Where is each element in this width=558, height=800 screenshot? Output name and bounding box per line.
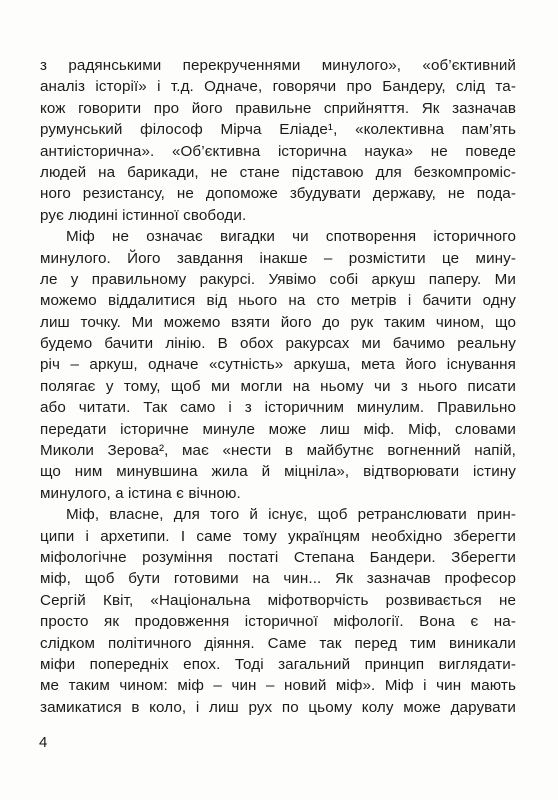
text-line: Миколи Зерова², має «нести в майбутнє вогненний напій, <box>40 442 516 460</box>
text-line: Міф не означає вигадки чи спотворення історичного <box>66 228 516 246</box>
text-line: будемо бачити лінію. В обох ракурсах ми бачимо реальну <box>40 335 516 353</box>
text-line: просто як продовження історичної міфології. Вона є на- <box>40 613 516 631</box>
text-line: що ним минувшина жила й міцніла», відтворювати істину <box>40 463 516 481</box>
text-line: Сергій Квіт, «Національна міфотворчість розвивається не <box>40 591 516 609</box>
text-line: з радянськими перекрученнями минулого», «об’єктивний <box>40 57 516 74</box>
text-line: ципи і архетипи. І саме тому українцям необхідно зберегти <box>40 527 516 545</box>
text-line: або читати. Так само і з історичним минулим. Правильно <box>40 399 516 417</box>
text-line: рує людині істинної свободи. <box>40 206 247 224</box>
paragraph-2 <box>40 226 516 504</box>
text-line: міф, щоб бути готовими на чин... Як зазначав професор <box>40 570 516 588</box>
page-number: 4 <box>39 734 48 751</box>
text-line: минулого. Його завдання інакше – розмістити це мину- <box>40 249 516 267</box>
text-line: ме таким чином: міф – чин – новий міф». Міф і чин мають <box>40 677 516 695</box>
text-line: румунський філософ Мірча Еліаде¹, «колективна пам’ять <box>40 121 516 139</box>
text-line: міфологічне розуміння постаті Степана Бандери. Зберегти <box>40 548 516 566</box>
text-line: ле у правильному ракурсі. Уявімо собі аркуш паперу. Ми <box>40 270 516 288</box>
text-line: міфи попередніх епох. Тоді загальний принцип виглядати- <box>40 655 516 673</box>
text-line: антиісторична». «Об’єктивна історична наука» не поведе <box>40 142 516 160</box>
text-line: кож говорити про його правильне сприйняття. Як зазначав <box>40 99 516 117</box>
text-line: полягає у тому, щоб ми могли на ньому чи з нього писати <box>40 377 516 395</box>
text-line: річ – аркуш, одначе «сутність» аркуша, мета його існування <box>40 356 516 374</box>
text-line: замикатися в коло, і лиш рух по цьому колу може дарувати <box>40 698 516 716</box>
text-line: минулого, а істина є вічною. <box>40 484 241 502</box>
paragraph-1 <box>40 55 516 226</box>
text-line: можемо віддалитися від нього на сто метрів і бачити одну <box>40 292 516 310</box>
text-line: лиш точку. Ми можемо взяти його до рук таким чином, що <box>40 313 516 331</box>
text-line: людей на барикади, не стане підставою для безкомпроміс- <box>40 163 516 181</box>
paragraph-3 <box>40 504 516 718</box>
text-line: Міф, власне, для того й існує, щоб ретранслювати прин- <box>66 506 516 524</box>
text-line: слідком політичного діяння. Саме так перед тим виникали <box>40 634 516 652</box>
body-text <box>40 55 516 718</box>
text-line: передати історичне минуле може лиш міф. Міф, словами <box>40 420 516 438</box>
text-line: аналіз історії» і т.д. Одначе, говорячи про Бандеру, слід та- <box>40 78 516 96</box>
text-line: ного резистансу, не допоможе збудувати державу, не пода- <box>40 185 516 203</box>
